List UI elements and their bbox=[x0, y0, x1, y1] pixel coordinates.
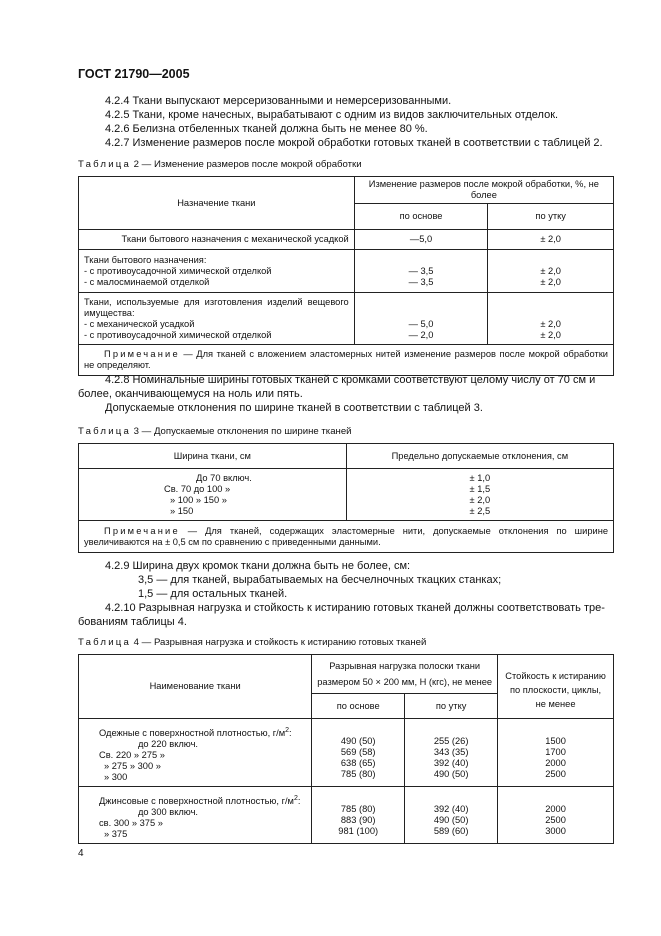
table4-g2-warp-3: 981 (100) bbox=[338, 826, 379, 837]
table4-g2-weft-2: 490 (50) bbox=[433, 815, 469, 826]
table3-dev-1: ± 1,0 bbox=[469, 473, 491, 483]
table4-g2-abr-2: 2500 bbox=[545, 815, 566, 826]
table4-g2-title-text: Джинсовые с поверхностной плотностью, г/м bbox=[99, 796, 294, 807]
table4-g1-weft-2: 343 (35) bbox=[433, 747, 469, 757]
table4-g1-abr-1: 1500 bbox=[545, 736, 566, 746]
table4-g2-abr-3: 3000 bbox=[545, 826, 566, 837]
table3-header-width: Ширина ткани, см bbox=[79, 444, 347, 469]
table4-g1-weft-1: 255 (26) bbox=[433, 736, 469, 746]
table4-g1-abr-3: 2000 bbox=[545, 758, 566, 768]
table4-g2-warp-1: 785 (80) bbox=[340, 804, 376, 815]
table2-row3-name3: - с противоусадочной химической отделкой bbox=[84, 330, 272, 340]
table3-width-2: Св. 70 до 100 » bbox=[164, 484, 231, 494]
table3-dev-3: ± 2,0 bbox=[469, 495, 491, 505]
table4-g1-name-1: до 220 включ. bbox=[138, 739, 199, 750]
table4-header-name: Наименование ткани bbox=[79, 655, 312, 719]
table4-g1-weft-4: 490 (50) bbox=[433, 769, 469, 779]
table3-caption bbox=[78, 426, 352, 437]
table4-header-load-line1: Разрывная нагрузка полоски ткани bbox=[329, 661, 481, 671]
table2-row3-name1: Ткани, используемые для изготовления изделий вещевого имущества: bbox=[84, 297, 349, 318]
paragraph-4-2-4: 4.2.4 Ткани выпускают мерсеризованными и немерсеризованными. bbox=[105, 95, 452, 107]
table4-header-weft: по утку bbox=[405, 694, 498, 719]
table2-note-word: Примечание bbox=[104, 349, 180, 359]
paragraph-4-2-7: 4.2.7 Изменение размеров после мокрой обработки готовых тканей в соответствии с таблицей 2. bbox=[105, 137, 603, 149]
table2-row3-weft2: ± 2,0 bbox=[540, 319, 561, 329]
table3-note-text: — Для тканей, содержащих эластомерные нити, допускаемые отклонения по ширине увеличиваются на ± 0,5 см по сравнению с приведенными данными. bbox=[84, 526, 608, 547]
table2-row2-warp2: — 3,5 bbox=[408, 266, 434, 276]
table2-row2 bbox=[79, 250, 614, 293]
table4-header-load-line2: размером 50 × 200 мм, Н (кгс), не менее bbox=[317, 677, 493, 687]
table4-g2-name-3: » 375 bbox=[104, 829, 128, 840]
table4-g1-warp-4: 785 (80) bbox=[340, 769, 376, 779]
paragraph-4-2-5: 4.2.5 Ткани, кроме начесных, вырабатывают с одним из видов заключительных отделок. bbox=[105, 109, 559, 121]
table2-caption-text: 2 — Изменение размеров после мокрой обработки bbox=[131, 159, 362, 170]
table4-g1-warp-2: 569 (58) bbox=[340, 747, 376, 757]
paragraph-4-2-8-line2: более, оканчивающемуся на ноль или пять. bbox=[78, 388, 303, 400]
table4-g2-sup: 2 bbox=[293, 795, 298, 803]
table2-row3-warp2: — 5,0 bbox=[408, 319, 434, 329]
paragraph-4-2-6: 4.2.6 Белизна отбеленных тканей должна быть не менее 80 %. bbox=[105, 123, 428, 135]
paragraph-4-2-10-line1: 4.2.10 Разрывная нагрузка и стойкость к истиранию готовых тканей должны соответствовать тре- bbox=[105, 602, 605, 614]
table4-g1-warp-1: 490 (50) bbox=[340, 736, 376, 746]
table4-g2-name-2: св. 300 » 375 » bbox=[99, 818, 163, 829]
table2-header-change: Изменение размеров после мокрой обработки, %, не более bbox=[354, 177, 613, 204]
paragraph-4-2-8-line1: 4.2.8 Номинальные ширины готовых тканей с кромками соответствуют целому числу от 70 см и bbox=[105, 374, 596, 386]
table4-header-abr-line1: Стойкость к истиранию bbox=[505, 671, 606, 681]
table4-header-abrasion bbox=[498, 655, 614, 719]
table2-row2-name3: - с малосминаемой отделкой bbox=[84, 277, 210, 287]
table2-row2-weft3: ± 2,0 bbox=[540, 277, 561, 287]
paragraph-4-2-9-line3: 1,5 — для остальных тканей. bbox=[138, 588, 288, 600]
table4-g1-weft-3: 392 (40) bbox=[433, 758, 469, 768]
table2-row1-warp: —5,0 bbox=[354, 230, 488, 250]
table2-header-weft: по утку bbox=[488, 204, 614, 230]
table2-header-warp: по основе bbox=[354, 204, 488, 230]
table2-row2-weft2: ± 2,0 bbox=[540, 266, 561, 276]
table2-row3-warp3: — 2,0 bbox=[408, 330, 434, 340]
table4-g1-name-4: » 300 bbox=[104, 772, 128, 783]
table4-g2-weft-1: 392 (40) bbox=[433, 804, 469, 815]
table2-row3 bbox=[79, 293, 614, 345]
page-number: 4 bbox=[78, 848, 84, 859]
table4-group1 bbox=[79, 719, 614, 787]
table3-header-dev: Предельно допускаемые отклонения, см bbox=[346, 444, 613, 469]
table2-row2-warp3: — 3,5 bbox=[408, 277, 434, 287]
table2-row2-name1: Ткани бытового назначения: bbox=[84, 255, 207, 265]
table4-g2-colon: : bbox=[297, 796, 301, 807]
table4-g2-weft-3: 589 (60) bbox=[433, 826, 469, 837]
table2-header-name: Назначение ткани bbox=[79, 177, 355, 230]
table3-caption-word: Таблица bbox=[78, 426, 132, 437]
table4-g2-name-1: до 300 включ. bbox=[138, 807, 199, 818]
table3-dev-4: ± 2,5 bbox=[469, 506, 491, 516]
table2-note-text: — Для тканей с вложением эластомерных нитей изменение размеров после мокрой обработки не определяют. bbox=[84, 349, 608, 370]
table3-note bbox=[79, 521, 614, 553]
table4-caption-word: Таблица bbox=[78, 637, 132, 648]
table4 bbox=[78, 654, 614, 844]
table3 bbox=[78, 443, 614, 553]
table4-g1-name-2: Св. 220 » 275 » bbox=[99, 750, 165, 761]
paragraph-4-2-10-line2: бованиям таблицы 4. bbox=[78, 616, 187, 628]
table4-g1-sup: 2 bbox=[285, 727, 290, 734]
table4-group2 bbox=[79, 787, 614, 844]
table4-header-abr-line2: по плоскости, циклы, bbox=[509, 685, 602, 695]
table4-header-warp: по основе bbox=[312, 694, 405, 719]
table4-g1-colon: : bbox=[289, 728, 292, 739]
table4-header-abr-line3: не менее bbox=[535, 699, 576, 709]
table2-row2-name2: - с противоусадочной химической отделкой bbox=[84, 266, 272, 276]
table2-row3-name2: - с механической усадкой bbox=[84, 319, 195, 329]
table4-header-load bbox=[312, 655, 498, 694]
document-header: ГОСТ 21790—2005 bbox=[78, 67, 190, 81]
table3-dev-2: ± 1,5 bbox=[469, 484, 491, 494]
table2-row1-weft: ± 2,0 bbox=[488, 230, 614, 250]
table4-g1-abr-4: 2500 bbox=[545, 769, 566, 779]
table4-g1-title-text: Одежные с поверхностной плотностью, г/м bbox=[99, 728, 286, 739]
table4-caption bbox=[78, 637, 426, 648]
paragraph-4-2-9-line1: 4.2.9 Ширина двух кромок ткани должна быть не более, см: bbox=[105, 560, 411, 572]
paragraph-4-2-8-line3: Допускаемые отклонения по ширине тканей в соответствии с таблицей 3. bbox=[105, 402, 483, 414]
table2-caption bbox=[78, 159, 362, 170]
table4-g1-title bbox=[84, 725, 306, 739]
table3-width-3: » 100 » 150 » bbox=[170, 495, 227, 505]
table4-g2-title bbox=[84, 793, 306, 807]
paragraph-4-2-9-line2: 3,5 — для тканей, вырабатываемых на бесчелночных ткацких станках; bbox=[138, 574, 502, 586]
table3-note-word: Примечание bbox=[104, 526, 180, 536]
table4-g1-abr-2: 1700 bbox=[545, 747, 566, 757]
table4-g2-abr-1: 2000 bbox=[545, 804, 566, 815]
table3-width-1: До 70 включ. bbox=[196, 473, 252, 483]
table3-width-4: » 150 bbox=[170, 506, 194, 516]
table2-row3-weft3: ± 2,0 bbox=[540, 330, 561, 340]
table4-g1-name-3: » 275 » 300 » bbox=[104, 761, 161, 772]
table2 bbox=[78, 176, 614, 376]
table4-caption-text: 4 — Разрывная нагрузка и стойкость к истиранию готовых тканей bbox=[131, 637, 427, 648]
table2-caption-word: Таблица bbox=[78, 159, 132, 170]
table2-note bbox=[79, 345, 614, 376]
table4-g2-warp-2: 883 (90) bbox=[340, 815, 376, 826]
table2-row1-name: Ткани бытового назначения с механической усадкой bbox=[79, 230, 355, 250]
table3-caption-text: 3 — Допускаемые отклонения по ширине тканей bbox=[131, 426, 352, 437]
table4-g1-warp-3: 638 (65) bbox=[340, 758, 376, 768]
